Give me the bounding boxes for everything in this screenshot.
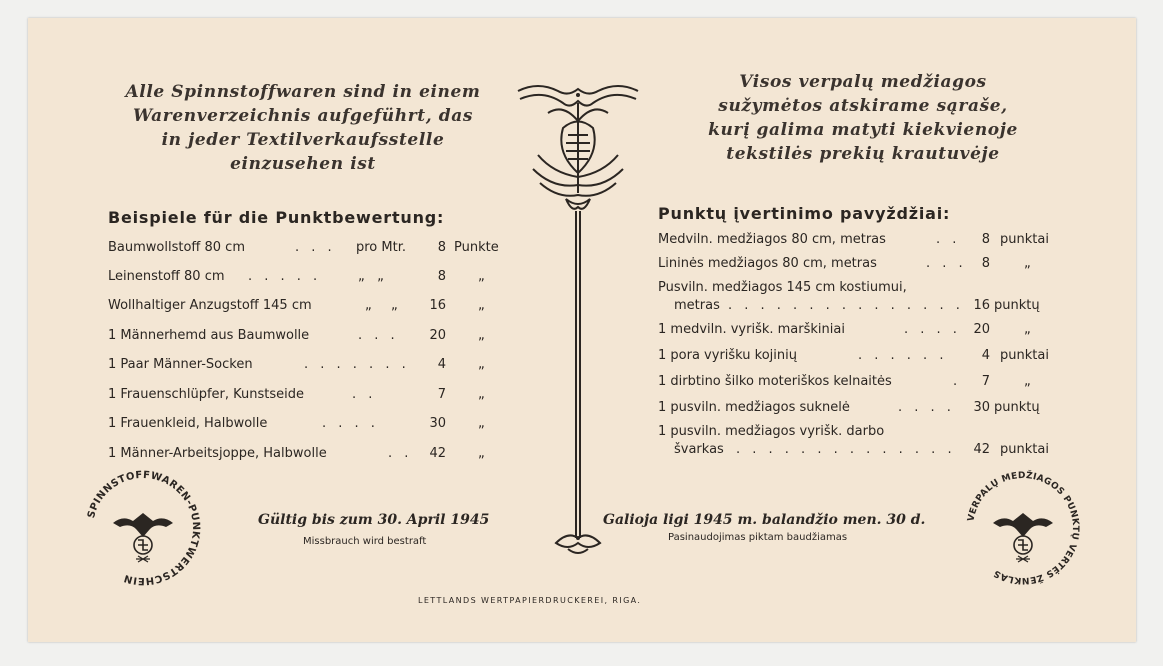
row-unit: „	[1024, 374, 1031, 389]
row-value: 42	[973, 442, 990, 457]
row-dots: . . .	[295, 240, 336, 255]
german-intro-line: einzusehen ist	[230, 154, 376, 174]
row-label: 1 Paar Männer-Socken	[108, 357, 253, 372]
german-intro-line: in jeder Textilverkaufsstelle	[161, 130, 445, 150]
german-heading: Beispiele für die Punktbewertung:	[108, 208, 445, 227]
row-label: 1 medviln. vyrišk. marškiniai	[658, 322, 845, 337]
lithuanian-intro-line: tekstilės prekių krautuvėje	[726, 144, 1000, 164]
row-dots: . . . . . . . . . . . . . . .	[728, 298, 964, 313]
row-value: 30	[429, 416, 446, 431]
row-label: Medviln. medžiagos 80 cm, metras	[658, 232, 886, 247]
row-unit: „	[478, 387, 485, 402]
row-unit: punktai	[1000, 232, 1049, 247]
row-unit: „	[478, 269, 485, 284]
stamp-lettering: SPINNSTOFFWAREN-PUNKTWERTSCHEIN	[86, 469, 202, 587]
central-ornament	[508, 73, 648, 558]
row-value: 7	[981, 374, 990, 389]
row-dots: . .	[936, 232, 961, 247]
row-value: 30	[973, 400, 990, 415]
row-dots: . .	[352, 387, 377, 402]
row-label: Pusviln. medžiagos 145 cm kostiumui,	[658, 280, 907, 295]
row-unit: punktų	[994, 400, 1040, 415]
row-label: Wollhaltiger Anzugstoff 145 cm	[108, 298, 312, 313]
row-value: 20	[429, 328, 446, 343]
row-value: 8	[437, 240, 446, 255]
row-value: 42	[429, 446, 446, 461]
row-extra: pro Mtr.	[356, 240, 406, 255]
row-unit: „	[1024, 322, 1031, 337]
row-dots: „	[365, 298, 372, 313]
row-dots: . . . . . .	[858, 348, 948, 363]
row-extra: „ „	[358, 269, 384, 284]
ration-card	[28, 18, 1136, 642]
row-value: 4	[981, 348, 990, 363]
row-label: 1 pusviln. medžiagos vyrišk. darbo	[658, 424, 885, 439]
row-label: metras	[674, 298, 720, 313]
lithuanian-intro-line: kurį galima matyti kiekvienoje	[708, 120, 1018, 140]
row-value: 16	[429, 298, 446, 313]
row-dots: . . .	[926, 256, 967, 271]
german-misuse: Missbrauch wird bestraft	[303, 536, 427, 547]
row-dots: . . . . . . .	[304, 357, 410, 372]
lithuanian-validity: Galioja ligi 1945 m. balandžio men. 30 d.	[603, 512, 926, 528]
row-dots: . . . . . . . . . . . . . .	[736, 442, 956, 457]
row-unit: „	[478, 298, 485, 313]
row-label: 1 pusviln. medžiagos suknelė	[658, 400, 850, 415]
german-validity: Gültig bis zum 30. April 1945	[258, 512, 490, 528]
row-value: 7	[437, 387, 446, 402]
row-dots: . . . .	[904, 322, 961, 337]
row-dots: . . . .	[898, 400, 955, 415]
lithuanian-misuse: Pasinaudojimas piktam baudžiamas	[668, 532, 848, 543]
german-intro-line: Alle Spinnstoffwaren sind in einem	[125, 82, 481, 102]
stamp-lettering: VERPALŲ MEDŽIAGOS PUNKTŲ VERTĖS ŽENKLAS	[966, 470, 1081, 586]
row-unit: punktų	[994, 298, 1040, 313]
row-label: 1 Frauenschlüpfer, Kunstseide	[108, 387, 305, 402]
row-value: 8	[981, 232, 990, 247]
row-value: 4	[437, 357, 446, 372]
row-unit: punktai	[1000, 442, 1049, 457]
row-label: 1 pora vyrišku kojinių	[658, 348, 798, 363]
row-value: 20	[973, 322, 990, 337]
german-intro-line: Warenverzeichnis aufgeführt, das	[132, 106, 474, 126]
row-unit: „	[1024, 256, 1031, 271]
row-label: Lininės medžiagos 80 cm, metras	[658, 256, 877, 271]
lithuanian-intro-line: sužymėtos atskirame sąraše,	[718, 96, 1008, 116]
row-value: 8	[981, 256, 990, 271]
row-value: 8	[437, 269, 446, 284]
row-dots: . . . . .	[248, 269, 322, 284]
row-label: švarkas	[674, 442, 724, 457]
row-label: 1 Männer-Arbeitsjoppe, Halbwolle	[108, 446, 327, 461]
row-unit: „	[478, 416, 485, 431]
row-unit: „	[478, 446, 485, 461]
row-unit: Punkte	[454, 240, 499, 255]
printer-imprint: LETTLANDS WERTPAPIERDRUCKEREI, RIGA.	[418, 596, 642, 605]
german-official-stamp	[78, 463, 208, 593]
row-value: 16	[973, 298, 990, 313]
row-unit: „	[478, 328, 485, 343]
row-label: Baumwollstoff 80 cm	[108, 240, 245, 255]
row-label: 1 Männerhemd aus Baumwolle	[108, 328, 310, 343]
row-dots: .	[953, 374, 962, 389]
row-dots: . . . .	[322, 416, 379, 431]
lithuanian-heading: Punktų įvertinimo pavyždžiai:	[658, 204, 951, 223]
row-unit: „	[478, 357, 485, 372]
lithuanian-intro	[678, 70, 1048, 166]
row-extra: „	[391, 298, 398, 313]
german-intro	[88, 80, 518, 176]
row-label: 1 dirbtino šilko moteriškos kelnaitės	[658, 374, 892, 389]
row-label: Leinenstoff 80 cm	[108, 269, 225, 284]
lithuanian-intro-line: Visos verpalų medžiagos	[739, 72, 987, 92]
row-label: 1 Frauenkleid, Halbwolle	[108, 416, 268, 431]
lithuanian-official-stamp	[958, 463, 1088, 593]
row-dots: . .	[388, 446, 413, 461]
row-dots: . . .	[358, 328, 399, 343]
row-unit: punktai	[1000, 348, 1049, 363]
